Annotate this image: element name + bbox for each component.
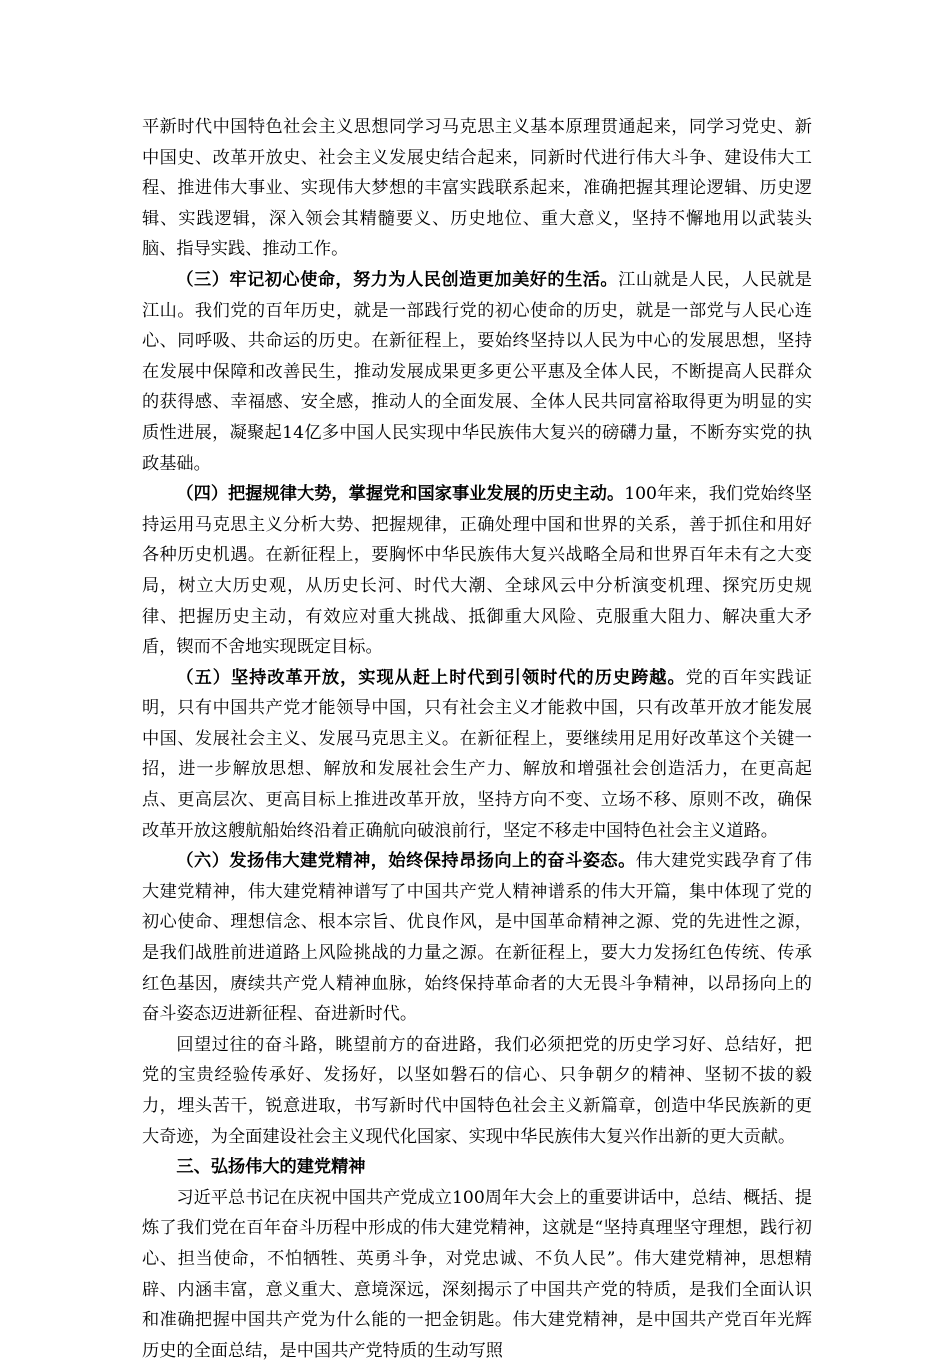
paragraph-point-3 bbox=[142, 265, 812, 479]
paragraph-text: 回望过往的奋斗路，眺望前方的奋进路，我们必须把党的历史学习好、总结好，把党的宝贵经验传承好、发扬好，以坚如磐石的信心、只争朝夕的精神、坚韧不拔的毅力，埋头苦干，锐意进取，书写新时代中国特色社会主义新篇章，创造中华民族新的更大奇迹，为全面建设社会主义现代化国家、实现中华民族伟大复兴作出新的更大贡献。 bbox=[142, 1034, 812, 1147]
paragraph-lead: （四）把握规律大势，掌握党和国家事业发展的历史主动。 bbox=[176, 484, 625, 505]
paragraph-point-4 bbox=[142, 479, 812, 663]
paragraph-text: 伟大建党实践孕育了伟大建党精神，伟大建党精神谱写了中国共产党人精神谱系的伟大开篇，集中体现了党的初心使命、理想信念、根本宗旨、优良作风，是中国革命精神之源、党的先进性之源，是我们战胜前进道路上风险挑战的力量之源。在新征程上，要大力发扬红色传统、传承红色基因，赓续共产党人精神血脉，始终保持革命者的大无畏斗争精神，以昂扬向上的奋斗姿态迈进新征程、奋进新时代。 bbox=[142, 851, 812, 1025]
paragraph-point-6 bbox=[142, 846, 812, 1030]
paragraph-text: 100年来，我们党始终坚持运用马克思主义分析大势、把握规律，正确处理中国和世界的关系，善于抓住和用好各种历史机遇。在新征程上，要胸怀中华民族伟大复兴战略全局和世界百年未有之大变局，树立大历史观，从历史长河、时代大潮、全球风云中分析演变机理、探究历史规律、把握历史主动，有效应对重大挑战、抵御重大风险、克服重大阻力、解决重大矛盾，锲而不舍地实现既定目标。 bbox=[142, 484, 812, 658]
paragraph-summary bbox=[142, 1030, 812, 1152]
document-page bbox=[142, 112, 812, 1366]
paragraph-text: 习近平总书记在庆祝中国共产党成立100周年大会上的重要讲话中，总结、概括、提炼了我们党在百年奋斗历程中形成的伟大建党精神，这就是“坚持真理坚守理想，践行初心、担当使命，不怕牺牲、英勇斗争，对党忠诚、不负人民”。伟大建党精神，思想精辟、内涵丰富，意义重大、意境深远，深刻揭示了中国共产党的特质，是我们全面认识和准确把握中国共产党为什么能的一把金钥匙。伟大建党精神，是中国共产党百年光辉历史的全面总结，是中国共产党特质的生动写照 bbox=[142, 1187, 812, 1361]
paragraph-continuation bbox=[142, 112, 812, 265]
paragraph-text: 党的百年实践证明，只有中国共产党才能领导中国，只有社会主义才能救中国，只有改革开放才能发展中国、发展社会主义、发展马克思主义。在新征程上，要继续用足用好改革这个关键一招，进一步解放思想、解放和发展社会生产力、解放和增强社会创造活力，在更高起点、更高层次、更高目标上推进改革开放，坚持方向不变、立场不移、原则不改，确保改革开放这艘航船始终沿着正确航向破浪前行，坚定不移走中国特色社会主义道路。 bbox=[142, 667, 812, 841]
paragraph-text: 平新时代中国特色社会主义思想同学习马克思主义基本原理贯通起来，同学习党史、新中国史、改革开放史、社会主义发展史结合起来，同新时代进行伟大斗争、建设伟大工程、推进伟大事业、实现伟大梦想的丰富实践联系起来，准确把握其理论逻辑、历史逻辑、实践逻辑，深入领会其精髓要义、历史地位、重大意义，坚持不懈地用以武装头脑、指导实践、推动工作。 bbox=[142, 117, 812, 260]
paragraph-text: 江山就是人民，人民就是江山。我们党的百年历史，就是一部践行党的初心使命的历史，就是一部党与人民心连心、同呼吸、共命运的历史。在新征程上，要始终坚持以人民为中心的发展思想，坚持在发展中保障和改善民生，推动发展成果更多更公平惠及全体人民，不断提高人民群众的获得感、幸福感、安全感，推动人的全面发展、全体人民共同富裕取得更为明显的实质性进展，凝聚起14亿多中国人民实现中华民族伟大复兴的磅礴力量，不断夯实党的执政基础。 bbox=[142, 269, 812, 474]
paragraph-lead: （六）发扬伟大建党精神，始终保持昂扬向上的奋斗姿态。 bbox=[176, 851, 636, 872]
paragraph-section-intro bbox=[142, 1183, 812, 1366]
section-heading: 三、弘扬伟大的建党精神 bbox=[176, 1157, 366, 1178]
paragraph-point-5 bbox=[142, 663, 812, 847]
paragraph-lead: （五）坚持改革开放，实现从赶上时代到引领时代的历史跨越。 bbox=[176, 667, 686, 688]
paragraph-lead: （三）牢记初心使命，努力为人民创造更加美好的生活。 bbox=[176, 269, 619, 290]
